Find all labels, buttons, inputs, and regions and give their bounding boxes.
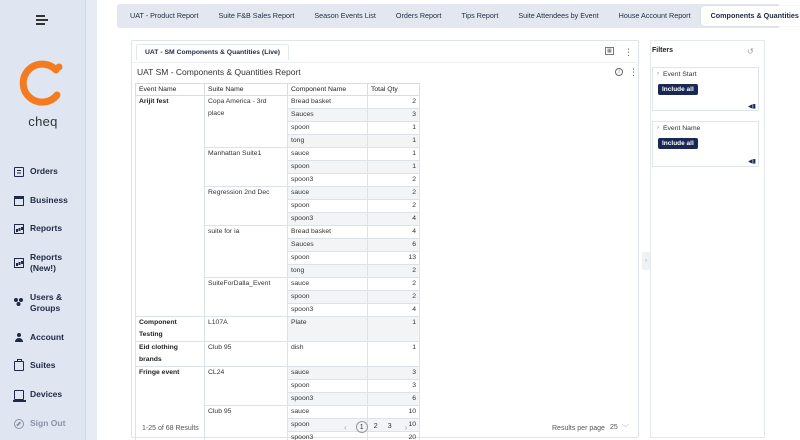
component-name-cell: spoon3 (288, 304, 368, 317)
total-qty-cell: 2 (368, 96, 420, 109)
column-header[interactable]: Suite Name (205, 84, 288, 96)
nav-account[interactable] (14, 332, 64, 343)
total-qty-cell: 1 (368, 122, 420, 135)
prev-page-icon[interactable]: ‹ (344, 422, 347, 432)
component-name-cell: sauce (288, 148, 368, 161)
total-qty-cell: 20 (368, 432, 420, 440)
suite-name-cell: Regression 2nd Dec (205, 187, 288, 226)
nav-devices-label: Devices (30, 389, 63, 399)
chevron-right-icon[interactable]: › (657, 125, 659, 131)
include-all-button[interactable]: Include all (658, 138, 698, 149)
component-name-cell: Plate (288, 317, 368, 342)
nav-devices[interactable] (14, 389, 62, 400)
nav-business[interactable] (14, 195, 68, 206)
business-icon (14, 196, 24, 206)
tab-house-account-report[interactable]: House Account Report (618, 11, 691, 20)
tab-uat-product-report[interactable]: UAT - Product Report (130, 11, 199, 20)
filter-name: Event Start (663, 71, 697, 78)
tab-tips-report[interactable]: Tips Report (461, 11, 499, 20)
component-name-cell: spoon (288, 200, 368, 213)
users-icon (14, 298, 24, 308)
nav-users-label-2: Groups (30, 303, 61, 313)
filter-event-start (652, 67, 759, 111)
component-name-cell: spoon3 (288, 393, 368, 406)
table-row (136, 96, 420, 109)
total-qty-cell: 2 (368, 200, 420, 213)
component-name-cell: sauce (288, 187, 368, 200)
component-name-cell: sauce (288, 278, 368, 291)
next-page-icon[interactable]: › (404, 422, 408, 432)
component-name-cell: spoon (288, 252, 368, 265)
report-more-icon[interactable]: ⋮ (629, 67, 638, 77)
total-qty-cell: 2 (368, 265, 420, 278)
total-qty-cell: 1 (368, 317, 420, 342)
filters-panel (650, 40, 765, 438)
total-qty-cell: 1 (368, 148, 420, 161)
panel-more-icon[interactable]: ⋮ (624, 47, 633, 57)
total-qty-cell: 6 (368, 393, 420, 406)
report-title: UAT SM - Components & Quantities Report (137, 67, 301, 77)
report-panel (131, 40, 639, 438)
suite-name-cell: suite for ia (205, 226, 288, 278)
tab-components-quantities[interactable]: Components & Quantities (701, 6, 800, 26)
component-name-cell: dish (288, 342, 368, 367)
cheq-logo-icon (16, 56, 70, 110)
component-name-cell: Bread basket (288, 226, 368, 239)
component-name-cell: Bread basket (288, 96, 368, 109)
collapse-sidebar-icon[interactable] (36, 14, 50, 26)
suite-name-cell: Club 95 (205, 406, 288, 440)
total-qty-cell: 2 (368, 174, 420, 187)
nav-suites-label: Suites (30, 360, 56, 370)
account-icon (14, 333, 24, 343)
total-qty-cell: 2 (368, 291, 420, 304)
include-all-button[interactable]: Include all (658, 84, 698, 95)
panel-splitter-handle[interactable]: › (642, 252, 650, 270)
filter-name: Event Name (663, 125, 701, 132)
report-tabs (117, 4, 799, 28)
nav-reports[interactable] (14, 223, 62, 234)
devices-icon (14, 390, 24, 400)
component-name-cell: spoon (288, 291, 368, 304)
reports-icon (14, 224, 24, 234)
page-2[interactable]: 2 (373, 423, 378, 430)
sign-out-icon (14, 419, 24, 429)
suite-name-cell: Club 95 (205, 342, 288, 367)
total-qty-cell: 10 (368, 419, 420, 432)
suite-name-cell: L107A (205, 317, 288, 342)
component-name-cell: spoon (288, 161, 368, 174)
tab-orders-report[interactable]: Orders Report (395, 11, 442, 20)
nav-sign-out-label: Sign Out (30, 418, 66, 428)
page-1[interactable]: 1 (356, 421, 368, 433)
info-icon[interactable]: i (615, 68, 623, 76)
nav-reports-label: Reports (30, 223, 63, 233)
component-name-cell: spoon3 (288, 174, 368, 187)
logo-text: cheq (28, 114, 58, 129)
total-qty-cell: 1 (368, 342, 420, 367)
suite-name-cell: Copa America - 3rd place (205, 96, 288, 148)
tab-season-events-list[interactable]: Season Events List (314, 11, 376, 20)
total-qty-cell: 3 (368, 109, 420, 122)
reset-filters-icon[interactable]: ↺ (747, 47, 754, 56)
tab-suite-fb-sales-report[interactable]: Suite F&B Sales Report (218, 11, 295, 20)
nav-orders[interactable] (14, 166, 58, 177)
nav-users-label-1: Users & (30, 292, 63, 302)
clear-filter-icon[interactable]: ◀▮ (748, 104, 756, 110)
filters-title: Filters (652, 47, 674, 54)
orders-icon (14, 167, 24, 177)
suite-name-cell: Manhattan Suite1 (205, 148, 288, 187)
nav-sign-out[interactable] (14, 418, 65, 429)
filter-event-name (652, 121, 759, 167)
component-name-cell: Sauces (288, 109, 368, 122)
suite-name-cell: SuiteForDalla_Event (205, 278, 288, 317)
component-name-cell: Sauces (288, 239, 368, 252)
table-row (136, 342, 420, 367)
component-name-cell: tong (288, 265, 368, 278)
main-content (97, 0, 800, 440)
component-name-cell: spoon3 (288, 213, 368, 226)
total-qty-cell: 4 (368, 213, 420, 226)
results-count: 1-25 of 68 Results (142, 425, 199, 432)
total-qty-cell: 4 (368, 304, 420, 317)
nav-users-groups[interactable] (14, 292, 62, 314)
total-qty-cell: 3 (368, 367, 420, 380)
table-row (136, 367, 420, 380)
total-qty-cell: 2 (368, 187, 420, 200)
suites-icon (14, 361, 24, 371)
column-header[interactable]: Total Qty (368, 84, 420, 96)
total-qty-cell: 13 (368, 252, 420, 265)
panel-header (132, 41, 638, 63)
nav-reports-new-label-2: (New!) (30, 263, 56, 273)
reports-new-icon (14, 258, 24, 268)
component-name-cell: sauce (288, 367, 368, 380)
nav-reports-new[interactable] (14, 252, 62, 274)
component-name-cell: spoon (288, 380, 368, 393)
page-3[interactable]: 3 (387, 423, 392, 430)
event-name-cell: Arijit fest (136, 96, 205, 317)
components-table (135, 83, 420, 440)
total-qty-cell: 1 (368, 135, 420, 148)
chevron-right-icon[interactable]: › (657, 71, 659, 77)
component-name-cell: spoon (288, 122, 368, 135)
nav-business-label: Business (30, 195, 68, 205)
nav-suites[interactable] (14, 360, 56, 371)
table-row (136, 317, 420, 342)
total-qty-cell: 1 (368, 161, 420, 174)
nav-orders-label: Orders (30, 166, 58, 176)
event-name-cell: Component Testing (136, 317, 205, 342)
chevron-down-icon[interactable]: ﹀ (622, 425, 629, 432)
rows-per-page-label: Results per page (552, 425, 605, 432)
total-qty-cell: 3 (368, 380, 420, 393)
sidebar (0, 0, 86, 440)
component-name-cell: spoon3 (288, 432, 368, 440)
suite-name-cell: CL24 (205, 367, 288, 406)
total-qty-cell: 10 (368, 406, 420, 419)
total-qty-cell: 4 (368, 226, 420, 239)
clear-filter-icon[interactable]: ◀▮ (748, 159, 756, 165)
caption-badge-icon[interactable]: ▦ (607, 48, 612, 54)
panel-tab[interactable]: UAT - SM Components & Quantities (Live) (136, 44, 289, 60)
total-qty-cell: 6 (368, 239, 420, 252)
component-name-cell: sauce (288, 406, 368, 419)
event-name-cell: Fringe event (136, 367, 205, 440)
column-header[interactable]: Event Name (136, 84, 205, 96)
nav-reports-new-label-1: Reports (30, 252, 63, 262)
tab-suite-attendees-by-event[interactable]: Suite Attendees by Event (518, 11, 599, 20)
component-name-cell: tong (288, 135, 368, 148)
nav-account-label: Account (30, 332, 64, 342)
pagination (336, 421, 415, 433)
component-name-cell: spoon (288, 419, 368, 432)
event-name-cell: Eid clothing brands (136, 342, 205, 367)
total-qty-cell: 2 (368, 278, 420, 291)
rows-per-page-select[interactable]: 25 (610, 424, 618, 431)
column-header[interactable]: Component Name (288, 84, 368, 96)
